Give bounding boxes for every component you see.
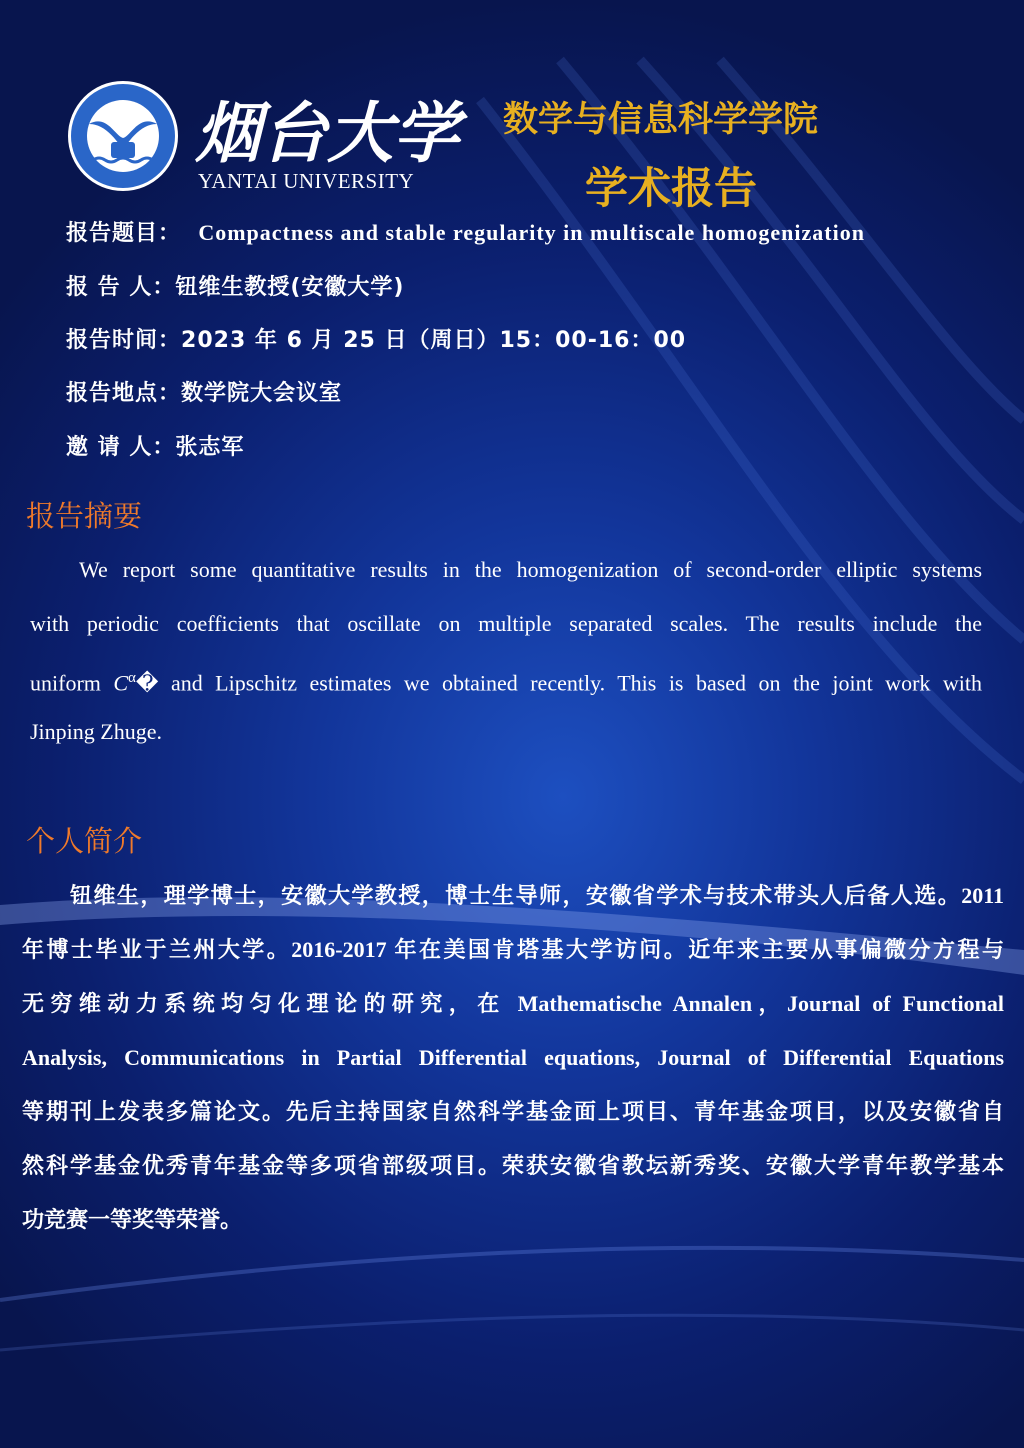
bio-line: 然科学基金优秀青年基金等多项省部级项目。荣获安徽省教坛新秀奖、安徽大学青年教学基本 bbox=[22, 1153, 1004, 1178]
abstract-line: uniform $C^\alpha�$ and Lipschitz estimates we obtained recently. This is based on the joint work with bbox=[30, 670, 982, 696]
abstract-text bbox=[30, 543, 982, 759]
abstract-line: with periodic coefficients that oscillate on multiple separated scales. The results include the bbox=[30, 611, 982, 636]
info-label: 邀 请 人： bbox=[66, 435, 176, 460]
bio-line: 无穷维动力系统均匀化理论的研究，在 Mathematische Annalen，Journal of Functional bbox=[22, 991, 1004, 1016]
bio-line: 钮维生，理学博士，安徽大学教授，博士生导师，安徽省学术与技术带头人后备人选。2011 bbox=[70, 883, 1004, 908]
abstract-line: Jinping Zhuge. bbox=[30, 719, 162, 744]
university-name-cn: 烟台大学 bbox=[195, 94, 459, 172]
bio-line: 年博士毕业于兰州大学。2016-2017 年在美国肯塔基大学访问。近年来主要从事偏微分方程与 bbox=[22, 937, 1004, 962]
university-logo bbox=[67, 80, 179, 192]
host: 张志军 bbox=[175, 435, 245, 460]
school-name: 数学与信息科学学院 bbox=[503, 100, 819, 140]
info-speaker bbox=[66, 270, 404, 301]
info-label: 报告时间： bbox=[66, 328, 182, 353]
speaker: 钮维生教授(安徽大学) bbox=[175, 275, 405, 300]
info-label: 报告题目： bbox=[66, 221, 182, 246]
event-type-title: 学术报告 bbox=[585, 164, 757, 214]
abstract-line: We report some quantitative results in the homogenization of second-order elliptic systems bbox=[79, 557, 982, 582]
info-host bbox=[66, 430, 244, 461]
info-label: 报 告 人： bbox=[66, 275, 176, 300]
info-location bbox=[66, 376, 342, 407]
bio-heading: 个人简介 bbox=[26, 824, 143, 858]
university-name-en: YANTAI UNIVERSITY bbox=[198, 169, 415, 193]
location: 数学院大会议室 bbox=[181, 381, 343, 406]
bio-line: 等期刊上发表多篇论文。先后主持国家自然科学基金面上项目、青年基金项目，以及安徽省自 bbox=[22, 1099, 1004, 1124]
bio-text bbox=[22, 869, 1004, 1247]
bio-line: Analysis, Communications in Partial Differential equations, Journal of Differential Equations bbox=[22, 1045, 1004, 1070]
bio-line: 功竞赛一等奖等荣誉。 bbox=[22, 1207, 243, 1232]
abstract-heading: 报告摘要 bbox=[26, 499, 143, 533]
info-time bbox=[66, 323, 686, 354]
info-title bbox=[66, 216, 865, 247]
time: 2023 年 6 月 25 日（周日）15：00-16：00 bbox=[181, 328, 687, 353]
info-label: 报告地点： bbox=[66, 381, 182, 406]
talk-title: Compactness and stable regularity in multiscale homogenization bbox=[198, 220, 865, 245]
